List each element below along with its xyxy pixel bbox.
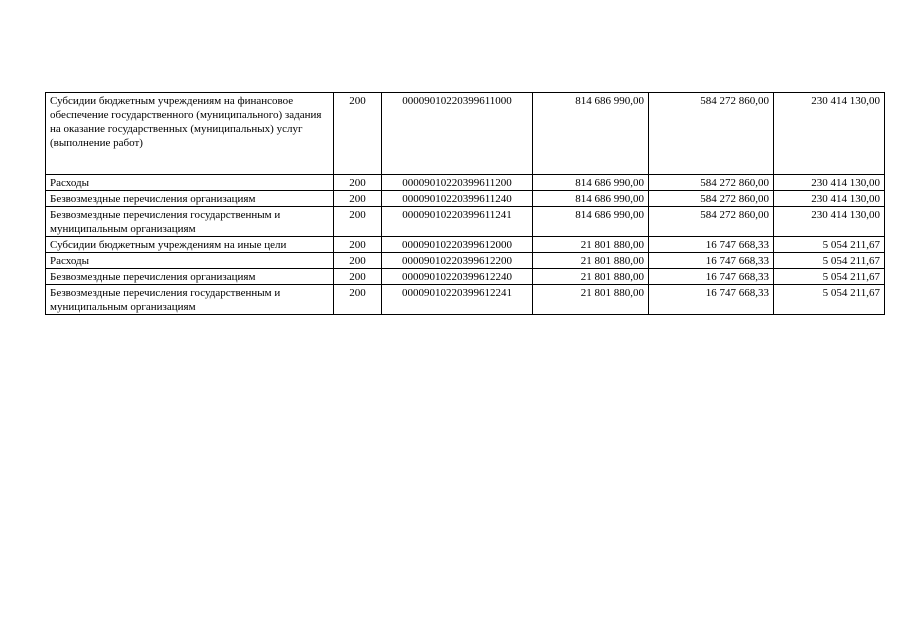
table-row	[46, 93, 885, 175]
row-name-cell: Расходы	[46, 253, 334, 269]
row-name-cell: Безвозмездные перечисления государственным и муниципальным организациям	[46, 285, 334, 315]
row-kbk-cell: 00009010220399612000	[382, 237, 533, 253]
row-executed-cell: 16 747 668,33	[649, 269, 774, 285]
row-name-cell: Субсидии бюджетным учреждениям на иные цели	[46, 237, 334, 253]
row-approved-cell: 814 686 990,00	[533, 93, 649, 175]
row-executed-cell: 16 747 668,33	[649, 237, 774, 253]
table-row	[46, 237, 885, 253]
table-row	[46, 253, 885, 269]
row-code-cell: 200	[334, 269, 382, 285]
row-kbk-cell: 00009010220399612240	[382, 269, 533, 285]
table-row	[46, 269, 885, 285]
expenditure-table	[45, 92, 885, 315]
row-unexecuted-cell: 230 414 130,00	[774, 207, 885, 237]
row-kbk-cell: 00009010220399611240	[382, 191, 533, 207]
row-approved-cell: 21 801 880,00	[533, 253, 649, 269]
row-executed-cell: 584 272 860,00	[649, 207, 774, 237]
row-executed-cell: 584 272 860,00	[649, 175, 774, 191]
table-row	[46, 175, 885, 191]
row-code-cell: 200	[334, 191, 382, 207]
row-code-cell: 200	[334, 253, 382, 269]
row-name-cell: Расходы	[46, 175, 334, 191]
row-name-cell: Субсидии бюджетным учреждениям на финансовое обеспечение государственного (муниципального) задания на оказание государственных (муниципальных) услуг (выполнение работ)	[46, 93, 334, 175]
row-kbk-cell: 00009010220399612241	[382, 285, 533, 315]
row-code-cell: 200	[334, 207, 382, 237]
row-executed-cell: 16 747 668,33	[649, 285, 774, 315]
row-unexecuted-cell: 5 054 211,67	[774, 253, 885, 269]
row-approved-cell: 814 686 990,00	[533, 191, 649, 207]
row-kbk-cell: 00009010220399611000	[382, 93, 533, 175]
row-name-cell: Безвозмездные перечисления организациям	[46, 269, 334, 285]
row-unexecuted-cell: 5 054 211,67	[774, 269, 885, 285]
row-approved-cell: 21 801 880,00	[533, 237, 649, 253]
row-approved-cell: 21 801 880,00	[533, 285, 649, 315]
row-kbk-cell: 00009010220399611241	[382, 207, 533, 237]
row-unexecuted-cell: 5 054 211,67	[774, 285, 885, 315]
row-code-cell: 200	[334, 237, 382, 253]
table-row	[46, 207, 885, 237]
row-code-cell: 200	[334, 93, 382, 175]
row-approved-cell: 814 686 990,00	[533, 207, 649, 237]
row-approved-cell: 814 686 990,00	[533, 175, 649, 191]
row-executed-cell: 584 272 860,00	[649, 93, 774, 175]
row-code-cell: 200	[334, 175, 382, 191]
row-code-cell: 200	[334, 285, 382, 315]
row-name-cell: Безвозмездные перечисления организациям	[46, 191, 334, 207]
row-approved-cell: 21 801 880,00	[533, 269, 649, 285]
row-name-cell: Безвозмездные перечисления государственным и муниципальным организациям	[46, 207, 334, 237]
row-unexecuted-cell: 230 414 130,00	[774, 175, 885, 191]
row-executed-cell: 584 272 860,00	[649, 191, 774, 207]
table-row	[46, 285, 885, 315]
row-unexecuted-cell: 5 054 211,67	[774, 237, 885, 253]
row-kbk-cell: 00009010220399612200	[382, 253, 533, 269]
row-unexecuted-cell: 230 414 130,00	[774, 191, 885, 207]
row-executed-cell: 16 747 668,33	[649, 253, 774, 269]
row-unexecuted-cell: 230 414 130,00	[774, 93, 885, 175]
row-kbk-cell: 00009010220399611200	[382, 175, 533, 191]
table-row	[46, 191, 885, 207]
